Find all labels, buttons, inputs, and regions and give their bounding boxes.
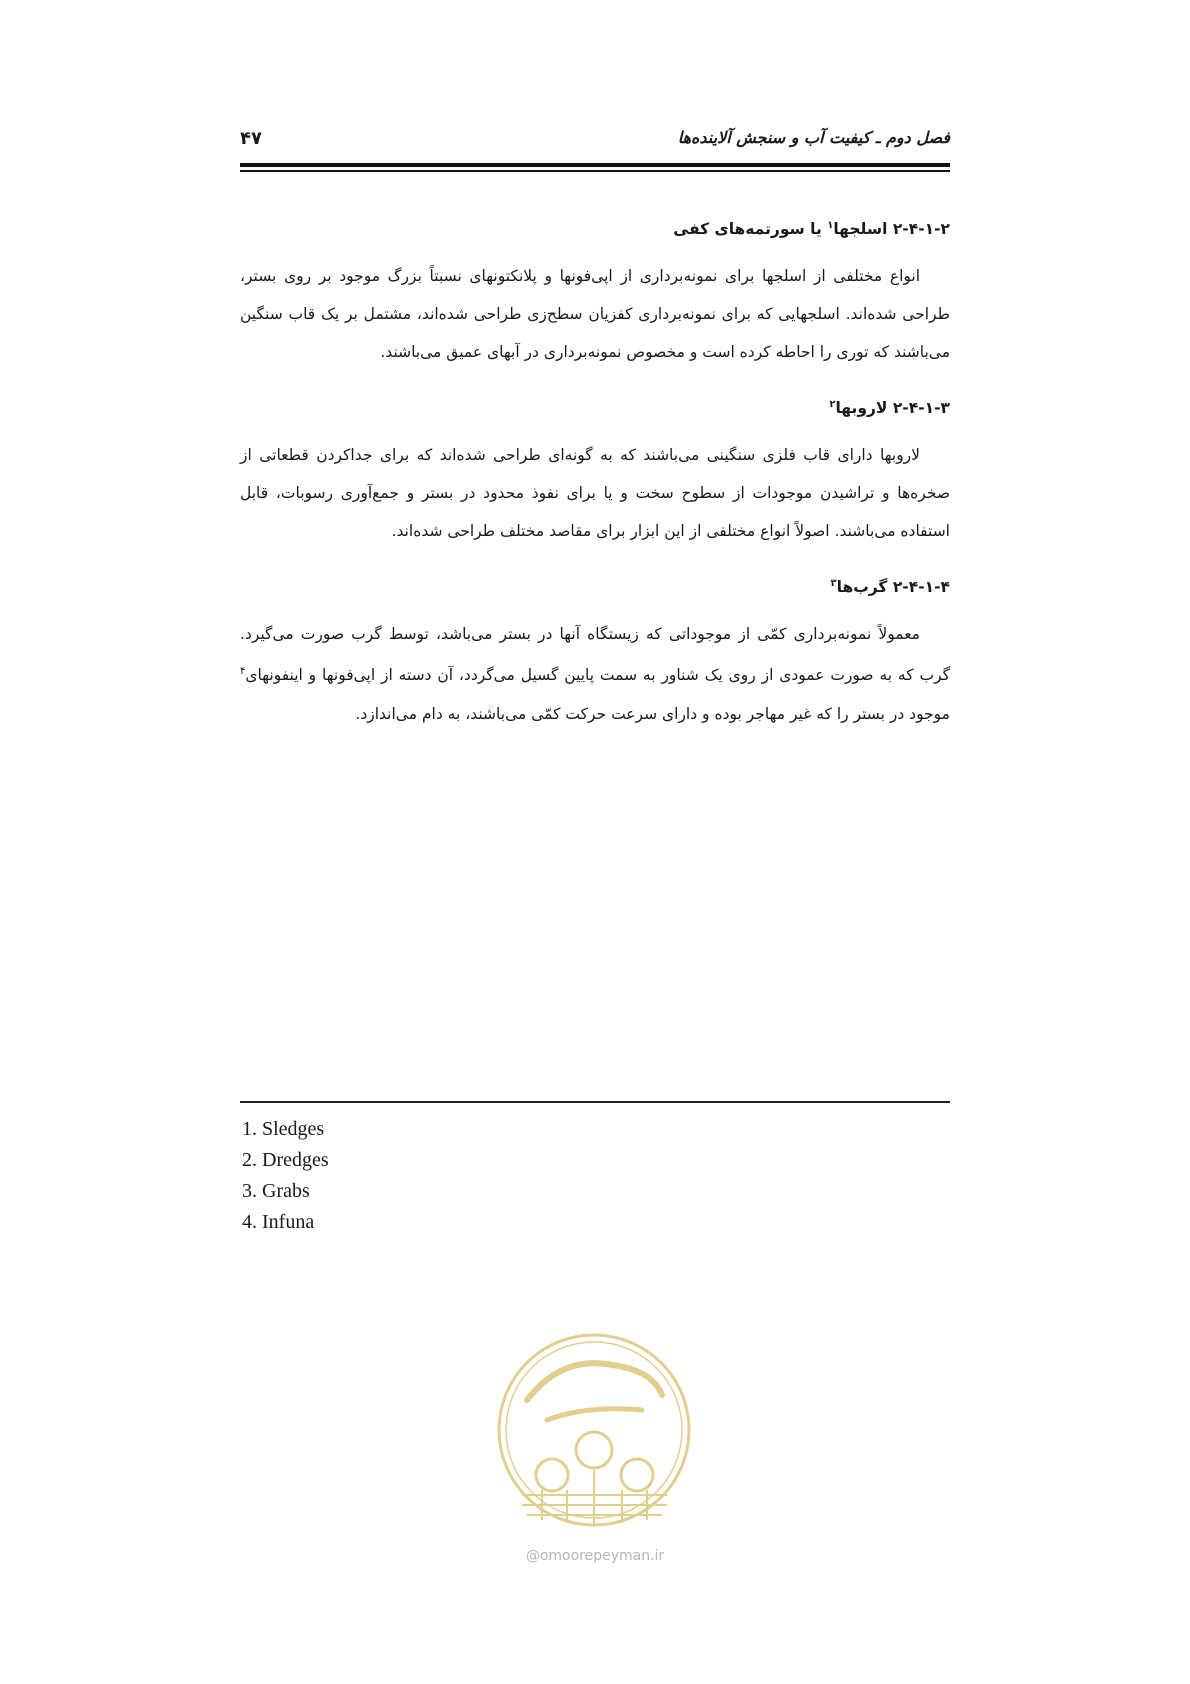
section-heading-grabs: ۲-۴-۱-۴ گرب‌ها$^۳$ bbox=[830, 578, 950, 597]
footnote-ref-2[interactable]: ۲ bbox=[829, 399, 836, 411]
watermark-url: @omoorepeyman.ir bbox=[525, 1548, 665, 1564]
section-heading-dredges: ۲-۴-۱-۳ لاروبها$^۲$ bbox=[829, 399, 950, 418]
footnote-item: 1. Sledges bbox=[242, 1118, 325, 1140]
page-number: ۴۷ bbox=[240, 128, 262, 149]
footnote-ref-1[interactable]: ۱ bbox=[827, 220, 834, 231]
running-header bbox=[240, 128, 950, 158]
paragraph-grabs: معمولاً نمونه‌برداری کمّی از موجوداتی که زیستگاه آنها در بستر می‌باشد، توسط گرب صورت می‌گیرد. گرب که به صورت عمودی از روی یک شناور به سمت پایین گسیل می‌گردد، آن دسته از اپی‌فونها و اینفونهای$^۴$ موجود در بستر را که غیر مهاجر بوده و دارای سرعت حرکت کمّی می‌باشند، به دام می‌اندازد. bbox=[240, 625, 950, 723]
paragraph-dredges: لاروبها دارای قاب فلزی سنگینی می‌باشند که به گونه‌ای طراحی شده‌اند که برای جداکردن قطعاتی از صخره‌ها و تراشیدن موجودات از سطوح سخت و یا برای نفوذ محدود در بستر و جمع‌آوری رسوبات، قابل استفاده می‌باشند. اصولاً انواع مختلفی از این ابزار برای مقاصد مختلف طراحی شده‌اند. bbox=[240, 446, 950, 541]
footnote-item: 4. Infuna bbox=[242, 1211, 315, 1233]
watermark-logo-icon bbox=[492, 1325, 697, 1540]
footnotes bbox=[242, 1114, 329, 1238]
header-rule-thin bbox=[240, 170, 950, 172]
footnote-ref-4[interactable]: ۴ bbox=[240, 666, 246, 678]
paragraph-sledges: انواع مختلفی از اسلجها برای نمونه‌برداری از اپی‌فونها و پلانکتونهای نسبتاً بزرگ موجود بر روی بستر، طراحی شده‌اند. اسلجهایی که برای نمونه‌برداری کفزیان سطح‌زی طراحی شده‌اند، مشتمل بر یک قاب سنگین می‌باشند که توری را احاطه کرده است و مخصوص نمونه‌برداری در آبهای عمیق می‌باشند. bbox=[240, 267, 950, 362]
body-text bbox=[240, 212, 950, 753]
footnote-item: 3. Grabs bbox=[242, 1180, 310, 1202]
footnote-divider bbox=[240, 1101, 950, 1103]
chapter-title: فصل دوم ـ کیفیت آب و سنجش آلاینده‌ها bbox=[677, 128, 950, 147]
footnote-item: 2. Dredges bbox=[242, 1149, 329, 1171]
footnote-ref-3[interactable]: ۳ bbox=[830, 578, 837, 590]
header-rule-thick bbox=[240, 163, 950, 167]
section-heading-sledges: ۲-۴-۱-۲ اسلجها$^۱$ یا سورتمه‌های کفی bbox=[673, 220, 950, 239]
